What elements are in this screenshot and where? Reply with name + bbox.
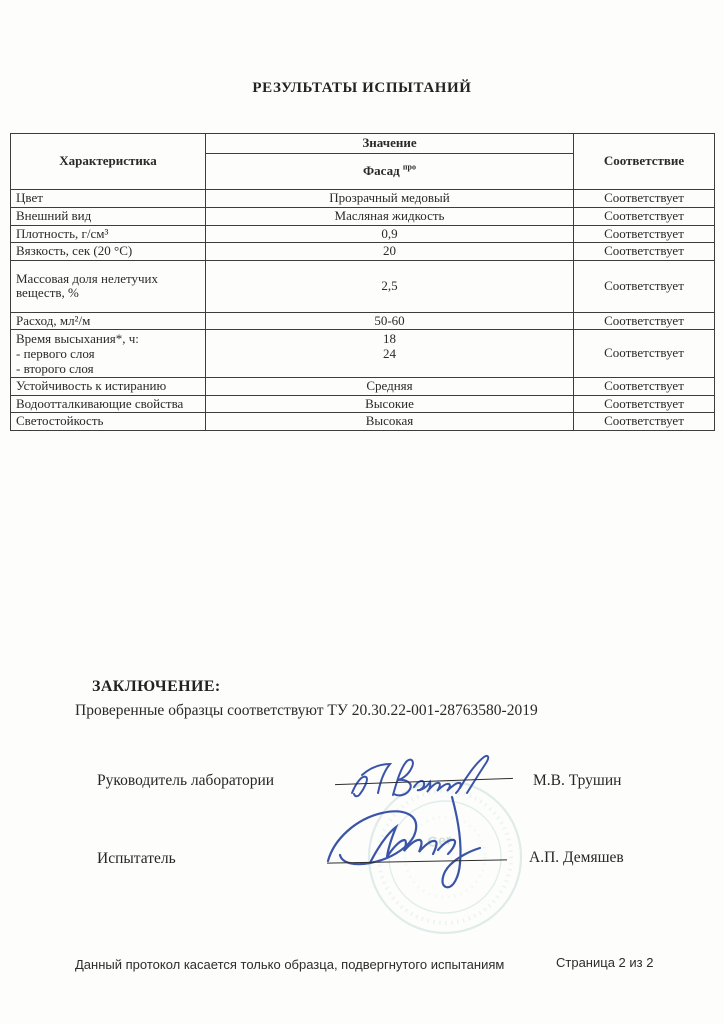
table-row — [11, 190, 715, 208]
row-value: 0,9 — [206, 225, 574, 243]
signature-demyashev — [328, 797, 480, 887]
row-value: Масляная жидкость — [206, 208, 574, 226]
table-row-drying-time — [11, 330, 715, 378]
row-value: Высокие — [206, 395, 574, 413]
row-value: Высокая — [206, 413, 574, 431]
signature-role-lab-head: Руководитель лаборатории — [97, 772, 275, 789]
header-value-group: Значение — [206, 134, 574, 154]
table-row — [11, 243, 715, 261]
row-compliance: Соответствует — [574, 260, 715, 312]
table-header-row-1 — [11, 134, 715, 154]
row-value: 50-60 — [206, 312, 574, 330]
row-characteristic — [11, 330, 206, 378]
results-table — [10, 133, 715, 431]
signature-trushin — [352, 756, 488, 796]
header-characteristic: Характеристика — [11, 134, 206, 190]
table-row — [11, 378, 715, 396]
stamp-and-signatures-artwork — [300, 735, 570, 950]
row-value — [206, 330, 574, 378]
row-value: 20 — [206, 243, 574, 261]
product-name: Фасад — [363, 163, 400, 179]
row-characteristic: Внешний вид — [11, 208, 206, 226]
row-compliance: Соответствует — [574, 395, 715, 413]
table-row — [11, 413, 715, 431]
row-compliance: Соответствует — [574, 243, 715, 261]
drying-time-title: Время высыхания*, ч: — [16, 331, 139, 347]
table-row — [11, 312, 715, 330]
table-row — [11, 208, 715, 226]
row-characteristic: Массовая доля нелетучих веществ, % — [11, 260, 206, 312]
footer-note: Данный протокол касается только образца, подвергнутого испытаниям — [75, 957, 505, 972]
signature-role-tester: Испытатель — [97, 850, 176, 867]
footer-page-number: Страница 2 из 2 — [556, 955, 654, 970]
conclusion-heading: ЗАКЛЮЧЕНИЕ: — [92, 678, 221, 695]
row-characteristic: Вязкость, сек (20 °С) — [11, 243, 206, 261]
row-characteristic: Плотность, г/см³ — [11, 225, 206, 243]
row-characteristic: Устойчивость к истиранию — [11, 378, 206, 396]
conclusion-text: Проверенные образцы соответствуют ТУ 20.30.22-001-28763580-2019 — [75, 702, 538, 719]
row-value: Средняя — [206, 378, 574, 396]
row-characteristic: Цвет — [11, 190, 206, 208]
signature-line-lab-head — [335, 778, 513, 785]
row-compliance: Соответствует — [574, 312, 715, 330]
header-compliance: Соответствие — [574, 134, 715, 190]
table-row — [11, 260, 715, 312]
table-row — [11, 225, 715, 243]
drying-time-value-1: 18 — [383, 331, 396, 347]
drying-time-value-2: 24 — [383, 346, 396, 362]
row-characteristic: Светостойкость — [11, 413, 206, 431]
row-compliance: Соответствует — [574, 190, 715, 208]
row-value: Прозрачный медовый — [206, 190, 574, 208]
row-compliance: Соответствует — [574, 413, 715, 431]
signature-line-tester — [327, 859, 507, 863]
drying-time-second-layer: - второго слоя — [16, 361, 94, 377]
round-stamp — [369, 781, 521, 933]
stamp-text-fragment: Ger — [426, 831, 453, 850]
drying-time-first-layer: - первого слоя — [16, 346, 95, 362]
row-compliance: Соответствует — [574, 330, 715, 378]
row-characteristic: Расход, мл²/м — [11, 312, 206, 330]
signature-name-tester: А.П. Демяшев — [529, 849, 624, 866]
product-name-superscript: про — [402, 162, 416, 172]
page-title: РЕЗУЛЬТАТЫ ИСПЫТАНИЙ — [252, 80, 472, 96]
header-value-sub — [206, 154, 574, 190]
row-compliance: Соответствует — [574, 208, 715, 226]
row-characteristic: Водоотталкивающие свойства — [11, 395, 206, 413]
row-compliance: Соответствует — [574, 225, 715, 243]
table-row — [11, 395, 715, 413]
row-value: 2,5 — [206, 260, 574, 312]
signature-name-lab-head: М.В. Трушин — [533, 772, 622, 789]
row-compliance: Соответствует — [574, 378, 715, 396]
